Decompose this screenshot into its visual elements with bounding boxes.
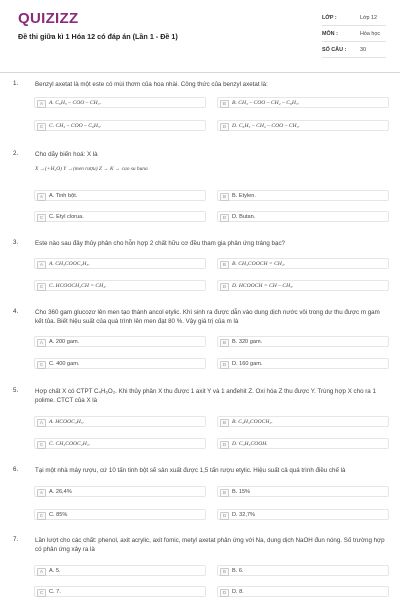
question-number: 3. xyxy=(13,239,19,246)
option-text: B. Etylen. xyxy=(232,192,256,199)
option-b[interactable] xyxy=(217,190,389,201)
option-text: D. HCOOCH = CH – CH₃. xyxy=(232,282,294,289)
option-text: C. 85% xyxy=(49,511,68,518)
option-text: B. CH₃COOCH = CH₂. xyxy=(232,260,286,267)
option-c[interactable] xyxy=(34,211,206,222)
option-letter-badge: A xyxy=(37,339,46,347)
option-b[interactable] xyxy=(217,416,389,427)
option-letter-badge: C xyxy=(37,283,46,291)
option-text: D. 160 gam. xyxy=(232,360,263,367)
option-text: A. 26,4% xyxy=(49,488,72,495)
option-letter-badge: D xyxy=(220,123,229,131)
meta-row-subject xyxy=(322,26,386,42)
header-divider xyxy=(0,72,400,73)
option-b[interactable] xyxy=(217,97,389,108)
option-text: D. C₃H₅COOH. xyxy=(232,440,268,447)
page-title: Đề thi giữa kì 1 Hóa 12 có đáp án (Lần 1 - Đề 1) xyxy=(18,32,178,41)
option-letter-badge: C xyxy=(37,361,46,369)
question-text: Cho 360 gam glucozơ lên men tạo thành ancol etylic. Khí sinh ra được dẫn vào dung dịch nước vôi trong dư thu được m gam kết tủa. Biết hiệu suất của quá trình lên men đạt 80 %. Vậy giá trị của m là xyxy=(35,309,380,325)
option-text: B. 15% xyxy=(232,488,251,495)
option-d[interactable] xyxy=(217,509,389,520)
quizizz-logo: QUIZIZZ xyxy=(18,10,79,27)
option-a[interactable] xyxy=(34,416,206,427)
question-text: Benzyl axetat là một este có mùi thơm của hoa nhài. Công thức của benzyl axetat là: xyxy=(35,81,268,88)
option-b[interactable] xyxy=(217,486,389,497)
option-letter-badge: A xyxy=(37,568,46,576)
option-d[interactable] xyxy=(217,438,389,449)
option-letter-badge: B xyxy=(220,568,229,576)
option-text: D. 8. xyxy=(232,588,244,595)
option-c[interactable] xyxy=(34,280,206,291)
option-letter-badge: D xyxy=(220,441,229,449)
option-d[interactable] xyxy=(217,586,389,597)
option-a[interactable] xyxy=(34,336,206,347)
option-text: B. 6. xyxy=(232,567,244,574)
meta-panel xyxy=(322,10,386,58)
option-a[interactable] xyxy=(34,258,206,269)
meta-row-class xyxy=(322,10,386,26)
option-d[interactable] xyxy=(217,358,389,369)
question-text: Cho dãy biến hoá: X là xyxy=(35,151,98,158)
option-b[interactable] xyxy=(217,565,389,576)
option-text: B. CH₃ – COO – CH₂ – C₆H₅. xyxy=(232,99,300,106)
meta-row-count xyxy=(322,42,386,58)
question-number: 5. xyxy=(13,387,19,394)
option-letter-badge: A xyxy=(37,261,46,269)
question-number: 1. xyxy=(13,80,19,87)
meta-label: SỐ CÂU : xyxy=(322,46,347,53)
option-d[interactable] xyxy=(217,280,389,291)
option-letter-badge: C xyxy=(37,123,46,131)
option-text: C. Etyl clorua. xyxy=(49,213,84,220)
option-letter-badge: C xyxy=(37,441,46,449)
option-letter-badge: A xyxy=(37,100,46,108)
option-letter-badge: B xyxy=(220,261,229,269)
option-text: A. 5. xyxy=(49,567,61,574)
option-text: C. 7. xyxy=(49,588,61,595)
question-number: 4. xyxy=(13,308,19,315)
meta-value: Lớp 12 xyxy=(360,14,378,21)
option-letter-badge: D xyxy=(220,361,229,369)
question-text: Este nào sau đây thủy phân cho hỗn hợp 2 chất hữu cơ đều tham gia phản ứng tráng bạc? xyxy=(35,240,285,247)
option-b[interactable] xyxy=(217,336,389,347)
option-letter-badge: A xyxy=(37,419,46,427)
option-letter-badge: B xyxy=(220,419,229,427)
meta-label: MÔN : xyxy=(322,30,338,37)
option-text: D. Butan. xyxy=(232,213,256,220)
option-a[interactable] xyxy=(34,97,206,108)
header xyxy=(0,0,400,66)
option-c[interactable] xyxy=(34,120,206,131)
option-letter-badge: D xyxy=(220,589,229,597)
option-d[interactable] xyxy=(217,211,389,222)
question-number: 6. xyxy=(13,466,19,473)
option-a[interactable] xyxy=(34,486,206,497)
option-text: A. 200 gam. xyxy=(49,338,80,345)
option-text: A. C₆H₅ – COO – CH₃. xyxy=(49,99,101,106)
option-letter-badge: C xyxy=(37,214,46,222)
option-text: C. HCOOCH₂CH = CH₂. xyxy=(49,282,107,289)
option-letter-badge: B xyxy=(220,489,229,497)
option-letter-badge: B xyxy=(220,193,229,201)
option-letter-badge: D xyxy=(220,283,229,291)
question-text: Hợp chất X có CTPT C₄H₆O₂. Khi thủy phân X thu được 1 axit Y và 1 anđehit Z. Oxi hóa Z thu được Y. Trùng hợp X cho ra 1 polime. CTCT của X là xyxy=(35,388,376,404)
option-letter-badge: B xyxy=(220,339,229,347)
question-text: Tại một nhà máy rượu, cứ 10 tấn tinh bột sẽ sản xuất được 1,5 tấn rượu etylic. Hiệu suất cả quá trình điều chế là xyxy=(35,467,346,474)
option-text: B. 320 gam. xyxy=(232,338,263,345)
option-text: A. Tinh bột. xyxy=(49,192,78,199)
option-letter-badge: B xyxy=(220,100,229,108)
meta-label: LỚP : xyxy=(322,14,337,21)
option-letter-badge: A xyxy=(37,489,46,497)
option-text: C. CH₃ – COO – C₆H₅. xyxy=(49,122,102,129)
option-letter-badge: D xyxy=(220,512,229,520)
option-d[interactable] xyxy=(217,120,389,131)
option-c[interactable] xyxy=(34,358,206,369)
option-text: D. 32,7% xyxy=(232,511,256,518)
question-text: Lần lượt cho các chất: phenol, axit acrylic, axit fomic, metyl axetat phản ứng với Na, dung dịch NaOH đun nóng. Số trường hợp có phản ứng xảy ra là xyxy=(35,537,385,553)
option-text: A. CH₃COOC₂H₅. xyxy=(49,260,90,267)
option-text: D. C₆H₅ – CH₂ – COO – CH₃. xyxy=(232,122,300,129)
option-letter-badge: A xyxy=(37,193,46,201)
option-text: C. CH₃COOC₂H₃. xyxy=(49,440,91,447)
option-a[interactable] xyxy=(34,565,206,576)
option-letter-badge: C xyxy=(37,512,46,520)
option-a[interactable] xyxy=(34,190,206,201)
option-letter-badge: C xyxy=(37,589,46,597)
option-b[interactable] xyxy=(217,258,389,269)
question-number: 7. xyxy=(13,536,19,543)
reaction-chain: X →(+H₂O) Y →(men rượu) Z → K → cao su buna xyxy=(35,166,148,172)
meta-value: 30 xyxy=(360,46,366,53)
question-number: 2. xyxy=(13,150,19,157)
option-c[interactable] xyxy=(34,509,206,520)
meta-value: Hóa học xyxy=(360,30,381,37)
option-text: C. 400 gam. xyxy=(49,360,80,367)
option-c[interactable] xyxy=(34,438,206,449)
option-text: A. HCOOC₃H₅. xyxy=(49,418,85,425)
option-c[interactable] xyxy=(34,586,206,597)
option-text: B. C₂H₃COOCH₃. xyxy=(232,418,273,425)
option-letter-badge: D xyxy=(220,214,229,222)
